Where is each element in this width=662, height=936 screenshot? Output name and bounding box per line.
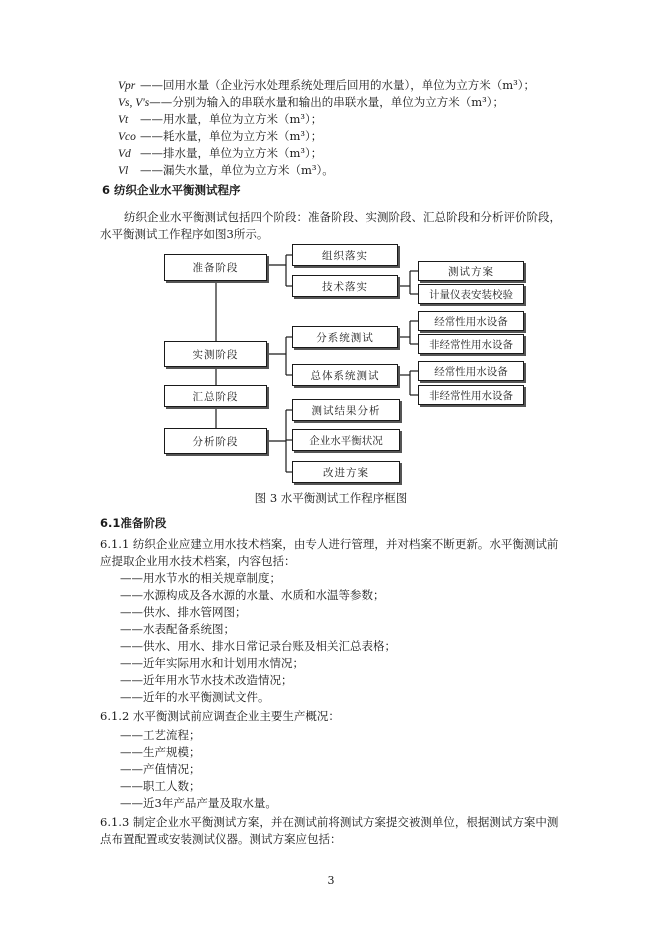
box-irregular-equipment: 非经常性用水设备 <box>418 334 524 354</box>
definition-text: ——分别为输入的串联水量和输出的串联水量，单位为立方米（m³）； <box>149 95 504 109</box>
definition-text: ——回用水量（企业污水处理系统处理后回用的水量），单位为立方米（m³）； <box>140 78 536 92</box>
definition-symbol: Vs, V's <box>118 97 150 109</box>
definition-line <box>118 95 504 111</box>
list-item: ——工艺流程； <box>120 728 201 742</box>
list-item: ——供水、用水、排水日常记录台账及相关汇总表格； <box>120 639 396 653</box>
box-organization: 组织落实 <box>292 244 398 266</box>
definition-text: ——用水量，单位为立方米（m³）； <box>140 112 323 126</box>
definition-line <box>118 146 322 162</box>
list-item: ——近年的水平衡测试文件。 <box>120 690 270 704</box>
stage-box-preparation: 准备阶段 <box>164 254 267 281</box>
list-item: ——生产规模； <box>120 745 201 759</box>
paragraph-line: 6.1.3 制定企业水平衡测试方案，并在测试前将测试方案提交被测单位，根据测试方案中测 <box>100 815 559 829</box>
section-heading: 6 纺织企业水平衡测试程序 <box>102 183 241 197</box>
list-item: ——供水、排水管网图； <box>120 605 247 619</box>
box-improvement-plan: 改进方案 <box>292 461 400 483</box>
list-item: ——水表配备系统图； <box>120 622 235 636</box>
paragraph-line: 点布置配置或安装测试仪器。测试方案应包括： <box>100 832 342 846</box>
stage-box-analysis: 分析阶段 <box>164 428 267 454</box>
box-result-analysis: 测试结果分析 <box>292 399 400 421</box>
box-overall-test: 总体系统测试 <box>292 364 398 386</box>
definition-line <box>118 78 535 94</box>
definition-line <box>118 163 334 179</box>
definition-symbol: Vpr <box>118 80 136 92</box>
box-meter-calibration: 计量仪表安装校验 <box>418 284 524 304</box>
box-regular-equipment: 经常性用水设备 <box>418 361 524 381</box>
subsection-heading: 6.1准备阶段 <box>100 516 167 530</box>
stage-box-summary: 汇总阶段 <box>164 385 267 407</box>
watermark-strip <box>170 912 500 926</box>
box-subsystem-test: 分系统测试 <box>292 326 398 348</box>
definition-symbol: Vd <box>118 148 131 160</box>
box-irregular-equipment: 非经常性用水设备 <box>418 385 524 405</box>
definition-symbol: Vt <box>118 114 129 126</box>
list-item: ——水源构成及各水源的水量、水质和水温等参数； <box>120 588 385 602</box>
definition-line <box>118 112 322 128</box>
definition-text: ——漏失水量，单位为立方米（m³）。 <box>140 163 334 177</box>
paragraph-line: 纺织企业水平衡测试包括四个阶段：准备阶段、实测阶段、汇总阶段和分析评价阶段， <box>124 210 561 224</box>
definition-line <box>118 129 322 145</box>
paragraph-line: 应提取企业用水技术档案，内容包括： <box>100 554 296 568</box>
definition-text: ——耗水量，单位为立方米（m³）； <box>140 129 323 143</box>
figure-caption: 图 3 水平衡测试工作程序框图 <box>254 491 408 505</box>
definition-symbol: Vco <box>118 131 136 143</box>
paragraph-line: 水平衡测试工作程序如图3所示。 <box>100 227 269 241</box>
definition-symbol: Vl <box>118 165 129 177</box>
list-item: ——产值情况； <box>120 762 201 776</box>
box-water-balance-status: 企业水平衡状况 <box>292 429 400 451</box>
list-item: ——用水节水的相关规章制度； <box>120 571 281 585</box>
page-number: 3 <box>327 874 335 887</box>
list-item: ——近年实际用水和计划用水情况； <box>120 656 304 670</box>
paragraph-line: 6.1.1 纺织企业应建立用水技术档案，由专人进行管理，并对档案不断更新。水平衡测试前 <box>100 537 559 551</box>
box-regular-equipment: 经常性用水设备 <box>418 311 524 331</box>
box-test-plan: 测试方案 <box>418 261 524 281</box>
list-item: ——职工人数； <box>120 779 201 793</box>
paragraph-line: 6.1.2 水平衡测试前应调查企业主要生产概况： <box>100 709 340 723</box>
list-item: ——近年用水节水技术改造情况； <box>120 673 293 687</box>
definition-text: ——排水量，单位为立方米（m³）； <box>140 146 323 160</box>
stage-box-measurement: 实测阶段 <box>164 341 267 367</box>
box-technical: 技术落实 <box>292 275 398 297</box>
list-item: ——近3年产品产量及取水量。 <box>120 796 277 810</box>
